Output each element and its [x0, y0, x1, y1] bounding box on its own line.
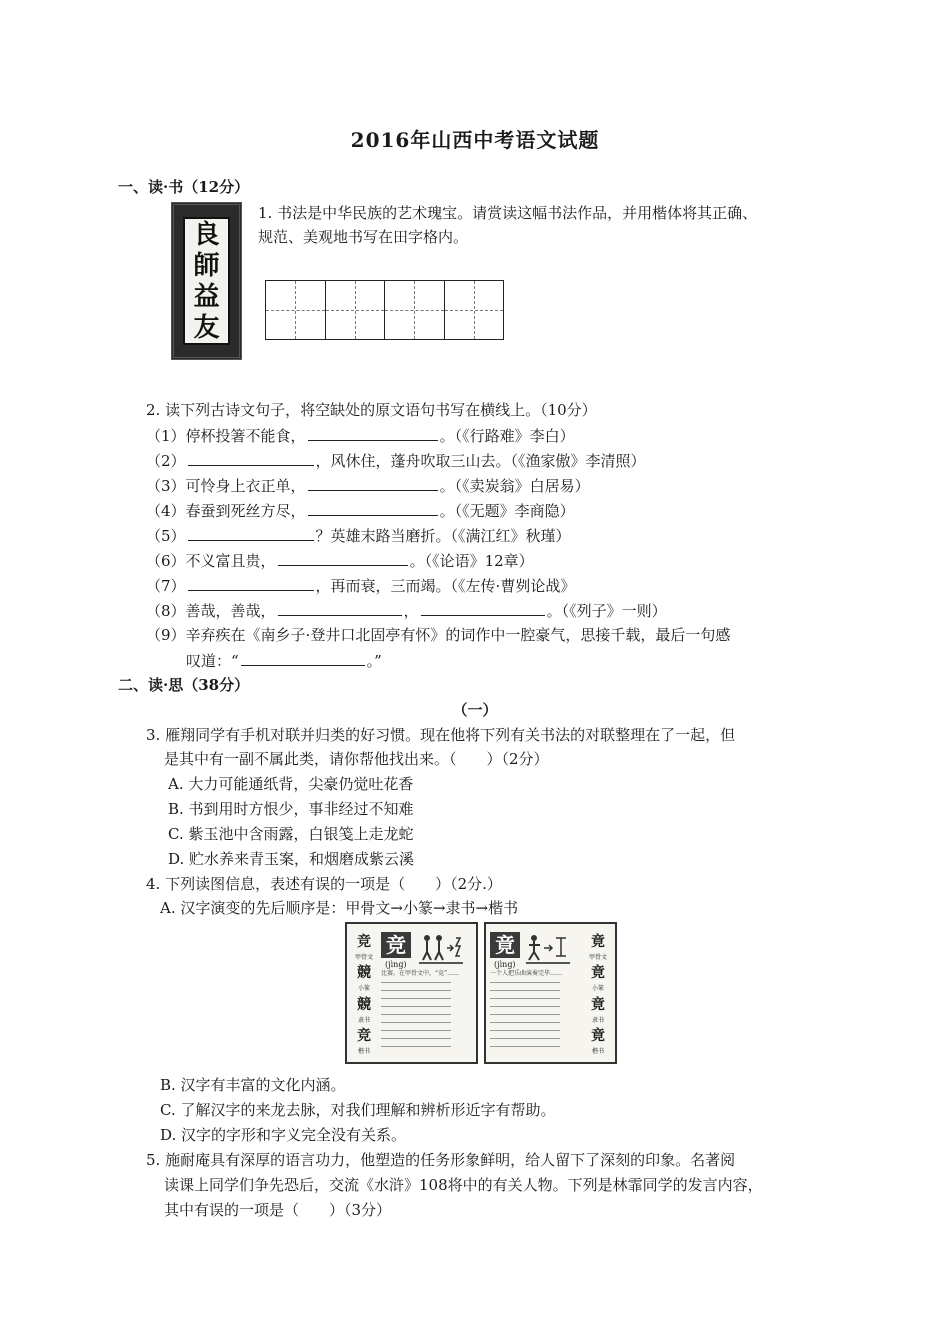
- q3-line1: 3. 雁翔同学有手机对联并归类的好习惯。现在他将下列有关书法的对联整理在了一起，但: [146, 726, 736, 744]
- calligraphy-char-4: 友: [193, 312, 220, 343]
- q3-option-c: C. 紫玉池中含雨露，白银笺上走龙蛇: [168, 825, 414, 843]
- big-char: 竟: [490, 932, 520, 958]
- grid-cell-2[interactable]: [326, 281, 386, 339]
- answer-blank[interactable]: [241, 649, 365, 666]
- pinyin: (jìng): [494, 960, 516, 969]
- grid-cell-3[interactable]: [385, 281, 445, 339]
- q2-intro: 2. 读下列古诗文句子，将空缺处的原文语句书写在横线上。（10分）: [146, 401, 597, 419]
- caption: 一个人把乐曲演奏完毕……: [490, 970, 563, 977]
- q4-option-b: B. 汉字有丰富的文化内涵。: [160, 1076, 346, 1094]
- script-column: 竞 甲骨文 競 小篆 競 隶书 竞 楷书: [354, 933, 373, 1056]
- answer-blank[interactable]: [188, 449, 314, 466]
- answer-blank[interactable]: [308, 474, 438, 491]
- q2-item-6: （6）不义富且贵， 。（《论语》12章）: [146, 549, 534, 572]
- q2-item-1: （1）停杯投箸不能食， 。（《行路难》李白）: [146, 424, 575, 447]
- answer-blank[interactable]: [278, 599, 402, 616]
- q2-item-9: （9）辛弃疾在《南乡子·登井口北固亭有怀》的词作中一腔豪气，思接千载，最后一句感: [146, 626, 731, 644]
- answer-blank[interactable]: [421, 599, 545, 616]
- answer-blank[interactable]: [308, 499, 438, 516]
- tianzige-grid[interactable]: [265, 280, 504, 340]
- q2-item-9-cont: 叹道：“ 。”: [186, 649, 382, 672]
- q5-line2: 读课上同学们争先恐后，交流《水浒》108将中的有关人物。下列是林霏同学的发言内容，: [164, 1176, 763, 1194]
- q3-option-b: B. 书到用时方恨少，事非经过不知难: [168, 800, 414, 818]
- explanation-text: [381, 978, 451, 1048]
- figure-illustration-icon: [526, 932, 570, 964]
- q3-line2: 是其中有一副不属此类，请你帮他找出来。（ ）（2分）: [164, 750, 549, 768]
- q4-intro: 4. 下列读图信息，表述有误的一项是（ ）（2分.）: [146, 875, 502, 893]
- q4-option-c: C. 了解汉字的来龙去脉，对我们理解和辨析形近字有帮助。: [160, 1101, 556, 1119]
- script-column: 竟 甲骨文 竟 小篆 竟 隶书 竟 楷书: [588, 933, 607, 1056]
- q3-option-d: D. 贮水养来青玉案，和烟磨成紫云溪: [168, 850, 415, 868]
- q2-item-3: （3）可怜身上衣正单， 。（《卖炭翁》白居易）: [146, 474, 590, 497]
- calligraphy-char-3: 益: [193, 281, 220, 312]
- q2-item-8: （8）善哉，善哉， ， 。（《列子》一则）: [146, 599, 667, 622]
- q4-option-a: A. 汉字演变的先后顺序是：甲骨文→小篆→隶书→楷书: [160, 899, 519, 917]
- figure-illustration-icon: [419, 932, 463, 964]
- q2-item-5: （5） ？英雄末路当磨折。（《满江红》秋瑾）: [146, 524, 571, 547]
- section2-sub: （一）: [452, 701, 498, 719]
- answer-blank[interactable]: [278, 549, 408, 566]
- q2-item-4: （4）春蚕到死丝方尽， 。（《无题》李商隐）: [146, 499, 575, 522]
- answer-blank[interactable]: [188, 524, 314, 541]
- explanation-text: [490, 978, 560, 1048]
- q1-line1: 1. 书法是中华民族的艺术瑰宝。请赏读这幅书法作品，并用楷体将其正确、: [258, 204, 758, 222]
- panel-jing-finish: [484, 922, 617, 1064]
- pinyin: (jìng): [385, 960, 407, 969]
- panel-jing-compete: [345, 922, 478, 1064]
- caption: 比赛。在甲骨文中，“竞”……: [381, 970, 460, 977]
- answer-blank[interactable]: [188, 574, 314, 591]
- section2-heading: 二、读·思（38分）: [118, 676, 250, 694]
- q2-item-2: （2） ，风休住，蓬舟吹取三山去。（《渔家傲》李清照）: [146, 449, 646, 472]
- q3-option-a: A. 大力可能通纸背，尖豪仍觉吐花香: [168, 775, 414, 793]
- grid-cell-4[interactable]: [445, 281, 504, 339]
- page-title: 2016年山西中考语文试题: [350, 128, 600, 152]
- calligraphy-char-2: 師: [193, 250, 220, 281]
- character-evolution-figure: [345, 922, 617, 1064]
- answer-blank[interactable]: [308, 424, 438, 441]
- q5-line3: 其中有误的一项是（ ）（3分）: [164, 1201, 392, 1219]
- q1-line2: 规范、美观地书写在田字格内。: [258, 228, 469, 246]
- q2-item-7: （7） ，再而衰，三而竭。（《左传·曹刿论战》: [146, 574, 575, 597]
- q4-option-d: D. 汉字的字形和字义完全没有关系。: [160, 1126, 407, 1144]
- big-char: 竞: [381, 932, 411, 958]
- section1-heading: 一、读·书（12分）: [118, 178, 250, 196]
- grid-cell-1[interactable]: [266, 281, 326, 339]
- calligraphy-char-1: 良: [193, 219, 220, 250]
- calligraphy-image: [171, 202, 242, 360]
- q5-line1: 5. 施耐庵具有深厚的语言功力，他塑造的任务形象鲜明，给人留下了深刻的印象。名著阅: [146, 1151, 736, 1169]
